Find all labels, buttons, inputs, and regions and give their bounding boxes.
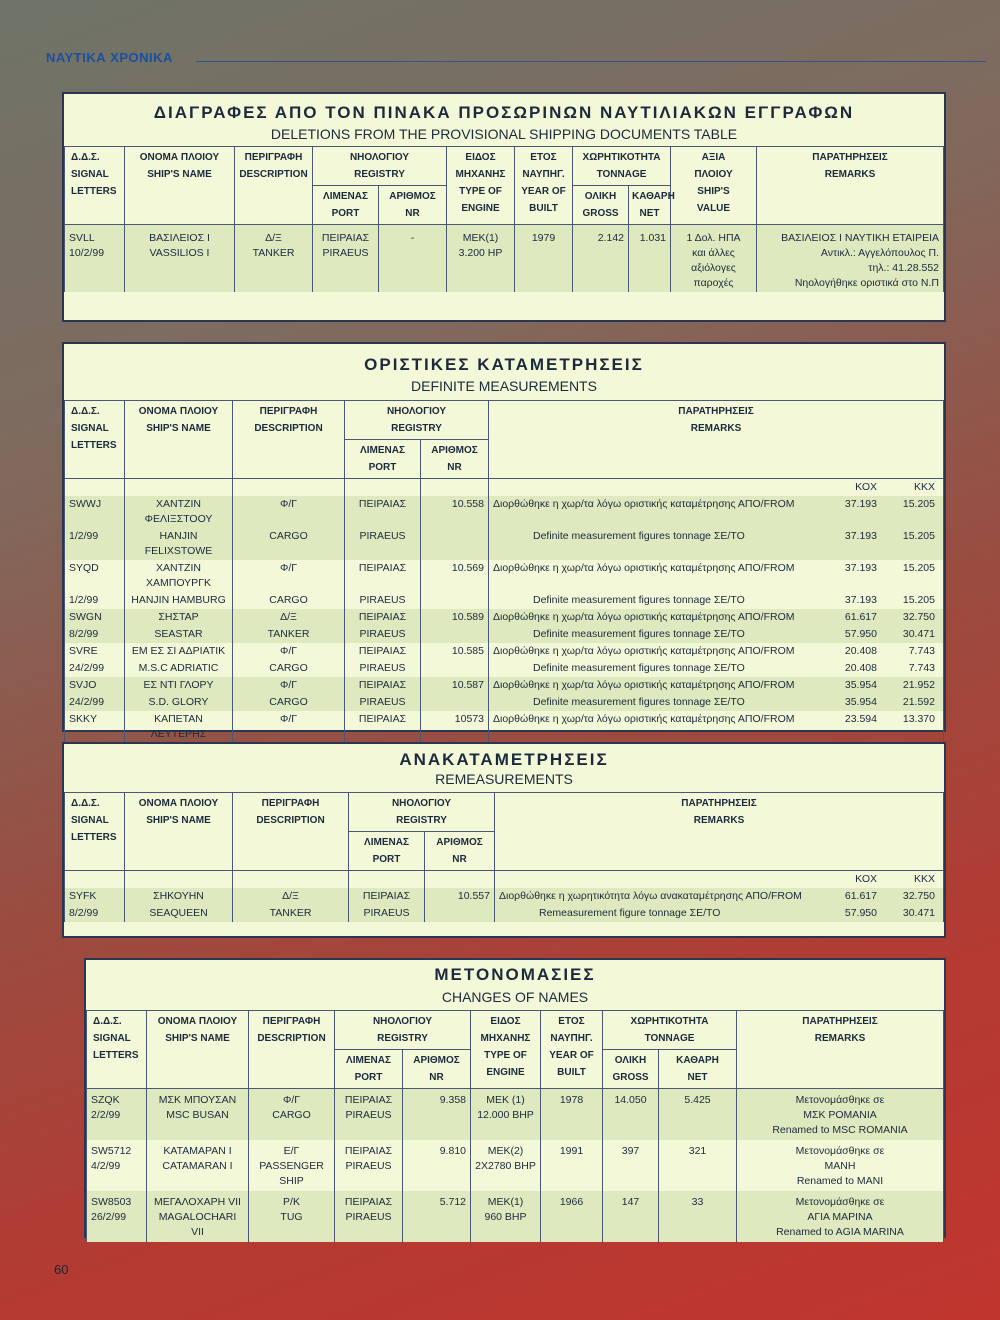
col-signal-header: Δ.Δ.Σ. SIGNAL LETTERS — [65, 147, 125, 225]
col-name-header: ΟΝΟΜΑ ΠΛΟΙΟΥ SHIP'S NAME — [125, 147, 235, 225]
table-row: SZQK 2/2/99 ΜΣΚ ΜΠΟΥΣΑΝ MSC BUSAN Φ/Γ CARGO ΠΕΙΡΑΙΑΣ PIRAEUS 9.358 ΜΕΚ (1) 12.000 BHP 1978 14.050 5.425 Μετονομάσθηκε σε ΜΣΚ ΡΟΜΑΝΙΑ Renamed to MSC ROMANIA — [87, 1089, 944, 1141]
kox-label: ΚΟΧ — [855, 481, 877, 493]
kox-value: 20.408 — [844, 645, 877, 657]
col-signal-header: Δ.Δ.Σ. SIGNAL LETTERS — [65, 793, 125, 871]
kox-value: 57.950 — [844, 907, 877, 919]
remark-text: Definite measurement figures tonnage ΣΕ/TO — [533, 662, 745, 674]
table-row: SW8503 26/2/99 ΜΕΓΑΛΟΧΑΡΗ VII MAGALOCHARI VII Ρ/Κ TUG ΠΕΙΡΑΙΑΣ PIRAEUS 5.712 ΜΕΚ(1) 960 BHP 1966 147 33 Μετονομάσθηκε σε ΑΓΙΑ ΜΑΡΙΝΑ Renamed to AGIA MARINA — [87, 1191, 944, 1242]
col-desc-header: ΠΕΡΙΓΡΑΦΗ DESCRIPTION — [249, 1011, 335, 1089]
col-name-header: ΟΝΟΜΑ ΠΛΟΙΟΥ SHIP'S NAME — [125, 793, 233, 871]
kkx-value: 21.952 — [902, 679, 935, 691]
page-number: 60 — [54, 1262, 69, 1277]
table-row: 1/2/99 HANJIN HAMBURG CARGO PIRAEUS Definite measurement figures tonnage ΣΕ/TO 37.193 15.205 — [65, 592, 944, 609]
kkx-value: 30.471 — [902, 628, 935, 640]
table-row: SYQD ΧΑΝΤΖΙΝ ΧΑΜΠΟΥΡΓΚ Φ/Γ ΠΕΙΡΑΙΑΣ 10.569 Διορθώθηκε η χωρ/τα λόγω οριστικής καταμέτρησης ΑΠΟ/FROM 37.193 15.205 — [65, 560, 944, 592]
remark-text: Διορθώθηκε η χωρ/τα λόγω οριστικής καταμέτρησης ΑΠΟ/FROM — [493, 611, 795, 623]
kox-value: 37.193 — [844, 562, 877, 574]
kox-value: 35.954 — [844, 679, 877, 691]
col-year-header: ΕΤΟΣ ΝΑΥΠΗΓ. YEAR OF BUILT — [515, 147, 573, 225]
kkx-value: 15.205 — [902, 594, 935, 606]
col-name-header: ΟΝΟΜΑ ΠΛΟΙΟΥ SHIP'S NAME — [147, 1011, 249, 1089]
kox-value: 57.950 — [844, 628, 877, 640]
col-remarks-header: ΠΑΡΑΤΗΡΗΣΕΙΣ REMARKS — [757, 147, 944, 225]
remark-text: Definite measurement figures tonnage ΣΕ/TO — [533, 696, 745, 708]
table-row: 24/2/99 M.S.C ADRIATIC CARGO PIRAEUS Definite measurement figures tonnage ΣΕ/TO 20.408 7.743 — [65, 660, 944, 677]
remark-text: Διορθώθηκε η χωρητικότητα λόγω ανακαταμέτρησης ΑΠΟ/FROM — [499, 890, 802, 902]
remark-text: Definite measurement figures tonnage ΣΕ/TO — [533, 628, 745, 640]
col-signal-header: Δ.Δ.Σ. SIGNAL LETTERS — [65, 401, 125, 479]
col-remarks-header: ΠΑΡΑΤΗΡΗΣΕΙΣ REMARKS — [495, 793, 944, 871]
definite-subtitle: DEFINITE MEASUREMENTS — [411, 378, 597, 394]
col-port-header: ΛΙΜΕΝΑΣ PORT — [349, 832, 425, 871]
table-row: SVLL 10/2/99 ΒΑΣΙΛΕΙΟΣ Ι VASSILIOS I Δ/Ξ TANKER ΠΕΙΡΑΙΑΣ PIRAEUS - ΜΕΚ(1) 3.200 HP 1979 2.142 1.031 1 Δολ. ΗΠΑ και άλλες αξιόλογες παροχές ΒΑΣΙΛΕΙΟΣ Ι ΝΑΥΤΙΚΗ ΕΤΑΙΡΕΙΑ Αντικλ.: Αγγελόπουλος Π. τηλ.: 41.28.552 Νηολογήθηκε οριστικά στο Ν.Π — [65, 225, 944, 293]
col-nr-header: ΑΡΙΘΜΟΣ NR — [403, 1050, 471, 1089]
table-row: 8/2/99 SEAQUEEN TANKER PIRAEUS Remeasurement figure tonnage ΣΕ/TO 57.950 30.471 — [65, 905, 944, 922]
remeasurements-panel — [62, 742, 946, 938]
kkx-value: 32.750 — [902, 890, 935, 902]
remark-text: Διορθώθηκε η χωρ/τα λόγω οριστικής καταμέτρησης ΑΠΟ/FROM — [493, 645, 795, 657]
col-port-header: ΛΙΜΕΝΑΣ PORT — [313, 186, 379, 225]
kkx-value: 7.743 — [908, 662, 935, 674]
col-tonnage-header: ΧΩΡΗΤΙΚΟΤΗΤΑ TONNAGE — [573, 147, 671, 186]
header-rule — [196, 61, 986, 62]
changes-title: ΜΕΤΟΝΟΜΑΣΙΕΣ — [434, 965, 596, 984]
kkx-value: 21.592 — [902, 696, 935, 708]
col-nr-header: ΑΡΙΘΜΟΣ NR — [421, 440, 489, 479]
col-desc-header: ΠΕΡΙΓΡΑΦΗ DESCRIPTION — [235, 147, 313, 225]
remark-text: Remeasurement figure tonnage ΣΕ/TO — [539, 907, 721, 919]
col-signal-header: Δ.Δ.Σ. SIGNAL LETTERS — [87, 1011, 147, 1089]
changes-panel — [84, 958, 946, 1238]
kkx-value: 32.750 — [902, 611, 935, 623]
kox-value: 23.594 — [844, 713, 877, 725]
remark-text: Διορθώθηκε η χωρ/τα λόγω οριστικής καταμέτρησης ΑΠΟ/FROM — [493, 562, 795, 574]
remark-text: Διορθώθηκε η χωρ/τα λόγω οριστικής καταμέτρησης ΑΠΟ/FROM — [493, 498, 795, 510]
definite-panel — [62, 342, 946, 740]
kox-value: 61.617 — [844, 890, 877, 902]
table-row: SKKY ΚΑΠΕΤΑΝ ΛΕΥΤΕΡΗΣ Φ/Γ ΠΕΙΡΑΙΑΣ 10573 Διορθώθηκε η χωρ/τα λόγω οριστικής καταμέτρησης ΑΠΟ/FROM 23.594 13.370 — [65, 711, 944, 743]
changes-table — [86, 1010, 944, 1242]
col-year-header: ΕΤΟΣ ΝΑΥΠΗΓ. YEAR OF BUILT — [541, 1011, 603, 1089]
col-remarks-header: ΠΑΡΑΤΗΡΗΣΕΙΣ REMARKS — [737, 1011, 944, 1089]
col-engine-header: ΕΙΔΟΣ ΜΗΧΑΝΗΣ TYPE OF ENGINE — [447, 147, 515, 225]
col-net-header: ΚΑΘΑΡΗ NET — [629, 186, 671, 225]
definite-title: ΟΡΙΣΤΙΚΕΣ ΚΑΤΑΜΕΤΡΗΣΕΙΣ — [364, 355, 644, 374]
table-row: SVRE ΕΜ ΕΣ ΣΙ ΑΔΡΙΑΤΙΚ Φ/Γ ΠΕΙΡΑΙΑΣ 10.585 Διορθώθηκε η χωρ/τα λόγω οριστικής καταμέτρησης ΑΠΟ/FROM 20.408 7.743 — [65, 643, 944, 660]
kox-value: 37.193 — [844, 530, 877, 542]
remeasurements-title: ΑΝΑΚΑΤΑΜΕΤΡΗΣΕΙΣ — [399, 750, 609, 769]
col-net-header: ΚΑΘΑΡΗ NET — [659, 1050, 737, 1089]
kkx-label: ΚΚΧ — [913, 481, 935, 493]
table-row: SW5712 4/2/99 ΚΑΤΑΜΑΡΑΝ Ι CATAMARAN I Ε/Γ PASSENGER SHIP ΠΕΙΡΑΙΑΣ PIRAEUS 9.810 ΜΕΚ(2) 2X2780 BHP 1991 397 321 Μετονομάσθηκε σε ΜΑΝΗ Renamed to MANI — [87, 1140, 944, 1191]
deletions-panel — [62, 92, 946, 322]
remark-text: Definite measurement figures tonnage ΣΕ/TO — [533, 594, 745, 606]
magazine-header — [26, 50, 986, 66]
kox-value: 61.617 — [844, 611, 877, 623]
kox-value: 37.193 — [844, 498, 877, 510]
kox-label: ΚΟΧ — [855, 873, 877, 885]
col-desc-header: ΠΕΡΙΓΡΑΦΗ DESCRIPTION — [233, 793, 349, 871]
deletions-table — [64, 146, 944, 292]
col-remarks-header: ΠΑΡΑΤΗΡΗΣΕΙΣ REMARKS — [489, 401, 944, 479]
kkx-value: 15.205 — [902, 562, 935, 574]
col-port-header: ΛΙΜΕΝΑΣ PORT — [345, 440, 421, 479]
col-gross-header: ΟΛΙΚΗ GROSS — [603, 1050, 659, 1089]
col-registry-header: ΝΗΟΛΟΓΙΟΥ REGISTRY — [313, 147, 447, 186]
kox-value: 37.193 — [844, 594, 877, 606]
col-nr-header: ΑΡΙΘΜΟΣ NR — [379, 186, 447, 225]
table-row: SWGN ΣΗΣΤΑΡ Δ/Ξ ΠΕΙΡΑΙΑΣ 10.589 Διορθώθηκε η χωρ/τα λόγω οριστικής καταμέτρησης ΑΠΟ/FROM 61.617 32.750 — [65, 609, 944, 626]
kox-value: 35.954 — [844, 696, 877, 708]
col-registry-header: ΝΗΟΛΟΓΙΟΥ REGISTRY — [345, 401, 489, 440]
remark-text: Διορθώθηκε η χωρ/τα λόγω οριστικής καταμέτρησης ΑΠΟ/FROM — [493, 679, 795, 691]
table-row: 24/2/99 S.D. GLORY CARGO PIRAEUS Definite measurement figures tonnage ΣΕ/TO 35.954 21.592 — [65, 694, 944, 711]
kkx-value: 15.205 — [902, 530, 935, 542]
kkx-value: 13.370 — [902, 713, 935, 725]
col-gross-header: ΟΛΙΚΗ GROSS — [573, 186, 629, 225]
kkx-value: 30.471 — [902, 907, 935, 919]
remeasurements-table — [64, 792, 944, 922]
table-row: SVJO ΕΣ ΝΤΙ ΓΛΟΡΥ Φ/Γ ΠΕΙΡΑΙΑΣ 10.587 Διορθώθηκε η χωρ/τα λόγω οριστικής καταμέτρησης ΑΠΟ/FROM 35.954 21.952 — [65, 677, 944, 694]
remark-text: Διορθώθηκε η χωρ/τα λόγω οριστικής καταμέτρησης ΑΠΟ/FROM — [493, 713, 795, 725]
magazine-title: ΝΑΥΤΙΚΑ ΧΡΟΝΙΚΑ — [46, 50, 173, 65]
col-port-header: ΛΙΜΕΝΑΣ PORT — [335, 1050, 403, 1089]
changes-subtitle: CHANGES OF NAMES — [441, 989, 589, 1005]
definite-table — [64, 400, 944, 776]
kkx-value: 15.205 — [902, 498, 935, 510]
col-desc-header: ΠΕΡΙΓΡΑΦΗ DESCRIPTION — [233, 401, 345, 479]
col-registry-header: ΝΗΟΛΟΓΙΟΥ REGISTRY — [335, 1011, 471, 1050]
table-row: SWWJ ΧΑΝΤΖΙΝ ΦΕΛΙΞΣΤΟΟΥ Φ/Γ ΠΕΙΡΑΙΑΣ 10.558 Διορθώθηκε η χωρ/τα λόγω οριστικής καταμέτρησης ΑΠΟ/FROM 37.193 15.205 — [65, 496, 944, 528]
table-row: 1/2/99 HANJIN FELIXSTOWE CARGO PIRAEUS Definite measurement figures tonnage ΣΕ/TO 37.193 15.205 — [65, 528, 944, 560]
deletions-title: ΔΙΑΓΡΑΦΕΣ ΑΠΟ ΤΟΝ ΠΙΝΑΚΑ ΠΡΟΣΩΡΙΝΩΝ ΝΑΥΤΙΛΙΑΚΩΝ ΕΓΓΡΑΦΩΝ — [153, 103, 855, 122]
kkx-value: 7.743 — [908, 645, 935, 657]
table-row: 8/2/99 SEASTAR TANKER PIRAEUS Definite measurement figures tonnage ΣΕ/TO 57.950 30.471 — [65, 626, 944, 643]
col-nr-header: ΑΡΙΘΜΟΣ NR — [425, 832, 495, 871]
table-row: SYFK ΣΗΚΟΥΗΝ Δ/Ξ ΠΕΙΡΑΙΑΣ 10.557 Διορθώθηκε η χωρητικότητα λόγω ανακαταμέτρησης ΑΠΟ/FROM 61.617 32.750 — [65, 888, 944, 905]
deletions-subtitle: DELETIONS FROM THE PROVISIONAL SHIPPING DOCUMENTS TABLE — [270, 126, 738, 142]
col-name-header: ΟΝΟΜΑ ΠΛΟΙΟΥ SHIP'S NAME — [125, 401, 233, 479]
kox-value: 20.408 — [844, 662, 877, 674]
kkx-label: ΚΚΧ — [913, 873, 935, 885]
col-engine-header: ΕΙΔΟΣ ΜΗΧΑΝΗΣ TYPE OF ENGINE — [471, 1011, 541, 1089]
remeasurements-subtitle: REMEASUREMENTS — [435, 771, 573, 787]
col-tonnage-header: ΧΩΡΗΤΙΚΟΤΗΤΑ TONNAGE — [603, 1011, 737, 1050]
col-value-header: ΑΞΙΑ ΠΛΟΙΟΥ SHIP'S VALUE — [671, 147, 757, 225]
remark-text: Definite measurement figures tonnage ΣΕ/TO — [533, 530, 745, 542]
col-registry-header: ΝΗΟΛΟΓΙΟΥ REGISTRY — [349, 793, 495, 832]
